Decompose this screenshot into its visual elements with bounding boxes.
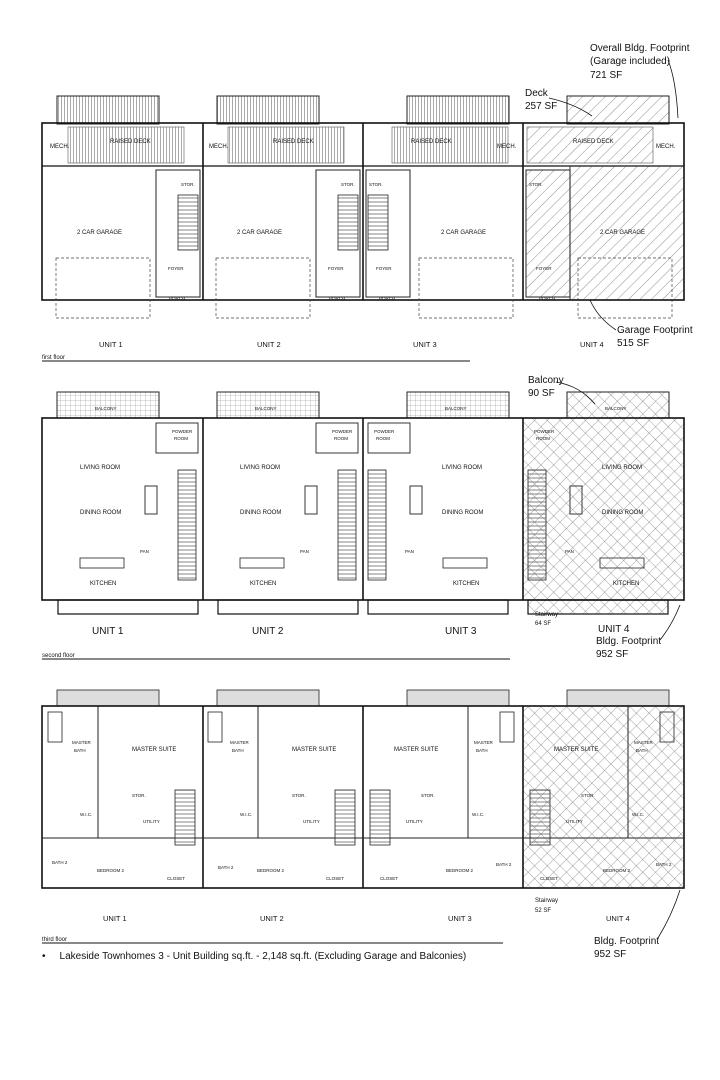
master-suite-label: MASTER SUITE	[292, 747, 337, 753]
bath-2-label: BATH 2	[52, 860, 68, 865]
stor-label: STOR.	[181, 182, 195, 187]
utility-label: UTILITY	[406, 819, 423, 824]
unit-label: UNIT 4	[580, 340, 604, 349]
mech-label: MECH.	[656, 144, 676, 150]
foyer-label: FOYER	[168, 266, 184, 271]
bedroom-2-label: BEDROOM 2	[97, 868, 125, 873]
bath-2-label: BATH 2	[218, 865, 234, 870]
master-bath-label: MASTER	[72, 740, 91, 745]
wic-label: W.I.C.	[632, 812, 645, 817]
porch-label: PORCH	[329, 296, 346, 301]
raised-deck-label: RAISED DECK	[110, 139, 151, 145]
first-floor-plan	[42, 96, 684, 361]
bedroom-2-label: BEDROOM 2	[257, 868, 285, 873]
porch-label: PORCH	[379, 296, 396, 301]
balcony-annotation-label: Balcony	[528, 375, 564, 386]
stor-label: STOR.	[581, 793, 595, 798]
pantry-label: PAN	[565, 549, 574, 554]
utility-label: UTILITY	[143, 819, 160, 824]
first-floor-title: first floor	[42, 355, 66, 361]
closet-label: CLOSET	[167, 876, 186, 881]
bldg-footprint-value: 952 SF	[594, 949, 627, 960]
master-bath-label: MASTER	[474, 740, 493, 745]
master-bath-label: MASTER	[230, 740, 249, 745]
bedroom-2-label: BEDROOM 2	[603, 868, 631, 873]
stor-label: STOR.	[132, 793, 146, 798]
closet-label: CLOSET	[326, 876, 345, 881]
foyer-label: FOYER	[536, 266, 552, 271]
second-floor-title: second floor	[42, 653, 75, 659]
wic-label: W.I.C.	[472, 812, 485, 817]
master-bath-label: BATH	[232, 748, 244, 753]
mech-label: MECH.	[497, 144, 517, 150]
balcony-annotation-value: 90 SF	[528, 388, 555, 399]
unit-4-third-floor-footprint	[523, 706, 684, 888]
unit-label: UNIT 4	[606, 914, 630, 923]
unit-label: UNIT 1	[92, 626, 124, 637]
balcony-label: BALCONY	[605, 406, 627, 411]
porch-label: PORCH	[539, 296, 556, 301]
unit-label: UNIT 2	[252, 626, 284, 637]
powder-room-label: ROOM	[174, 436, 188, 441]
kitchen-label: KITCHEN	[90, 581, 117, 587]
garage-footprint-value: 515 SF	[617, 338, 650, 349]
wic-label: W.I.C.	[240, 812, 253, 817]
unit-label: UNIT 1	[99, 340, 123, 349]
unit-label: UNIT 2	[257, 340, 281, 349]
upper-deck-unit-1	[57, 96, 159, 124]
second-floor-plan	[42, 392, 684, 659]
kitchen-label: KITCHEN	[453, 581, 480, 587]
garage-label: 2 CAR GARAGE	[600, 230, 646, 236]
living-room-label: LIVING ROOM	[442, 465, 483, 471]
upper-deck-unit-2	[217, 96, 319, 124]
unit-label: UNIT 3	[448, 914, 472, 923]
stor-label: STOR.	[369, 182, 383, 187]
foyer-label: FOYER	[376, 266, 392, 271]
garage-footprint-label: Garage Footprint	[617, 325, 693, 336]
balcony-label: BALCONY	[445, 406, 467, 411]
summary-text: Lakeside Townhomes 3 - Unit Building sq.ft. - 2,148 sq.ft. (Excluding Garage and Balconies)	[59, 951, 467, 962]
living-room-label: LIVING ROOM	[80, 465, 121, 471]
bath-2-label: BATH 2	[496, 862, 512, 867]
master-suite-label: MASTER SUITE	[554, 747, 599, 753]
pantry-label: PAN	[405, 549, 414, 554]
unit-label: UNIT 3	[445, 626, 477, 637]
summary-bullet	[42, 951, 466, 962]
dining-room-label: DINING ROOM	[240, 510, 282, 516]
dining-room-label: DINING ROOM	[602, 510, 644, 516]
overall-footprint-value: 721 SF	[590, 70, 623, 81]
pantry-label: PAN	[300, 549, 309, 554]
unit-label: UNIT 2	[260, 914, 284, 923]
deck-label: Deck	[525, 88, 548, 99]
dining-room-label: DINING ROOM	[80, 510, 122, 516]
bedroom-2-label: BEDROOM 2	[446, 868, 474, 873]
unit-label: UNIT 3	[413, 340, 437, 349]
unit-4-balcony	[567, 392, 669, 418]
stairway-value: 52 SF	[535, 908, 552, 914]
foyer-label: FOYER	[328, 266, 344, 271]
stor-label: STOR.	[529, 182, 543, 187]
master-bath-label: BATH	[636, 748, 648, 753]
stairway-label: Stairway	[535, 612, 559, 618]
garage-label: 2 CAR GARAGE	[441, 230, 487, 236]
living-room-label: LIVING ROOM	[602, 465, 643, 471]
overall-footprint-sublabel: (Garage included)	[590, 56, 671, 67]
kitchen-label: KITCHEN	[613, 581, 640, 587]
powder-room-label: POWDER	[374, 429, 395, 434]
raised-deck-label: RAISED DECK	[411, 139, 452, 145]
bath-2-label: BATH 2	[656, 862, 672, 867]
stairway-label: Stairway	[535, 898, 559, 904]
bldg-footprint-label: Bldg. Footprint	[594, 936, 660, 947]
wic-label: W.I.C.	[80, 812, 93, 817]
garage-label: 2 CAR GARAGE	[237, 230, 283, 236]
master-suite-label: MASTER SUITE	[394, 747, 439, 753]
stor-label: STOR.	[292, 793, 306, 798]
living-room-label: LIVING ROOM	[240, 465, 281, 471]
third-floor-title: third floor	[42, 937, 68, 943]
master-bath-label: MASTER	[634, 740, 653, 745]
balcony-label: BALCONY	[255, 406, 277, 411]
unit-label: UNIT 1	[103, 914, 127, 923]
powder-room-label: ROOM	[536, 436, 550, 441]
stairway-value: 64 SF	[535, 621, 552, 627]
balcony-label: BALCONY	[95, 406, 117, 411]
powder-room-label: POWDER	[534, 429, 555, 434]
unit-4-building-footprint	[523, 418, 684, 600]
powder-room-label: POWDER	[172, 429, 193, 434]
porch-label: PORCH	[169, 296, 186, 301]
stor-label: STOR.	[341, 182, 355, 187]
unit-label: UNIT 4	[598, 624, 630, 635]
third-floor-plan	[42, 690, 684, 943]
master-suite-label: MASTER SUITE	[132, 747, 177, 753]
bullet-icon: •	[42, 951, 46, 962]
overall-footprint-label: Overall Bldg. Footprint	[590, 43, 690, 54]
utility-label: UTILITY	[303, 819, 320, 824]
closet-label: CLOSET	[540, 876, 559, 881]
dining-room-label: DINING ROOM	[442, 510, 484, 516]
utility-label: UTILITY	[566, 819, 583, 824]
powder-room-label: ROOM	[376, 436, 390, 441]
stor-label: STOR.	[421, 793, 435, 798]
closet-label: CLOSET	[380, 876, 399, 881]
master-bath-label: BATH	[476, 748, 488, 753]
bldg-footprint-value: 952 SF	[596, 649, 629, 660]
mech-label: MECH.	[50, 144, 70, 150]
powder-room-label: ROOM	[334, 436, 348, 441]
master-bath-label: BATH	[74, 748, 86, 753]
kitchen-label: KITCHEN	[250, 581, 277, 587]
mech-label: MECH.	[209, 144, 229, 150]
bldg-footprint-label: Bldg. Footprint	[596, 636, 662, 647]
raised-deck-label: RAISED DECK	[573, 139, 614, 145]
deck-value: 257 SF	[525, 101, 558, 112]
powder-room-label: POWDER	[332, 429, 353, 434]
upper-deck-unit-3	[407, 96, 509, 124]
pantry-label: PAN	[140, 549, 149, 554]
garage-label: 2 CAR GARAGE	[77, 230, 123, 236]
raised-deck-label: RAISED DECK	[273, 139, 314, 145]
